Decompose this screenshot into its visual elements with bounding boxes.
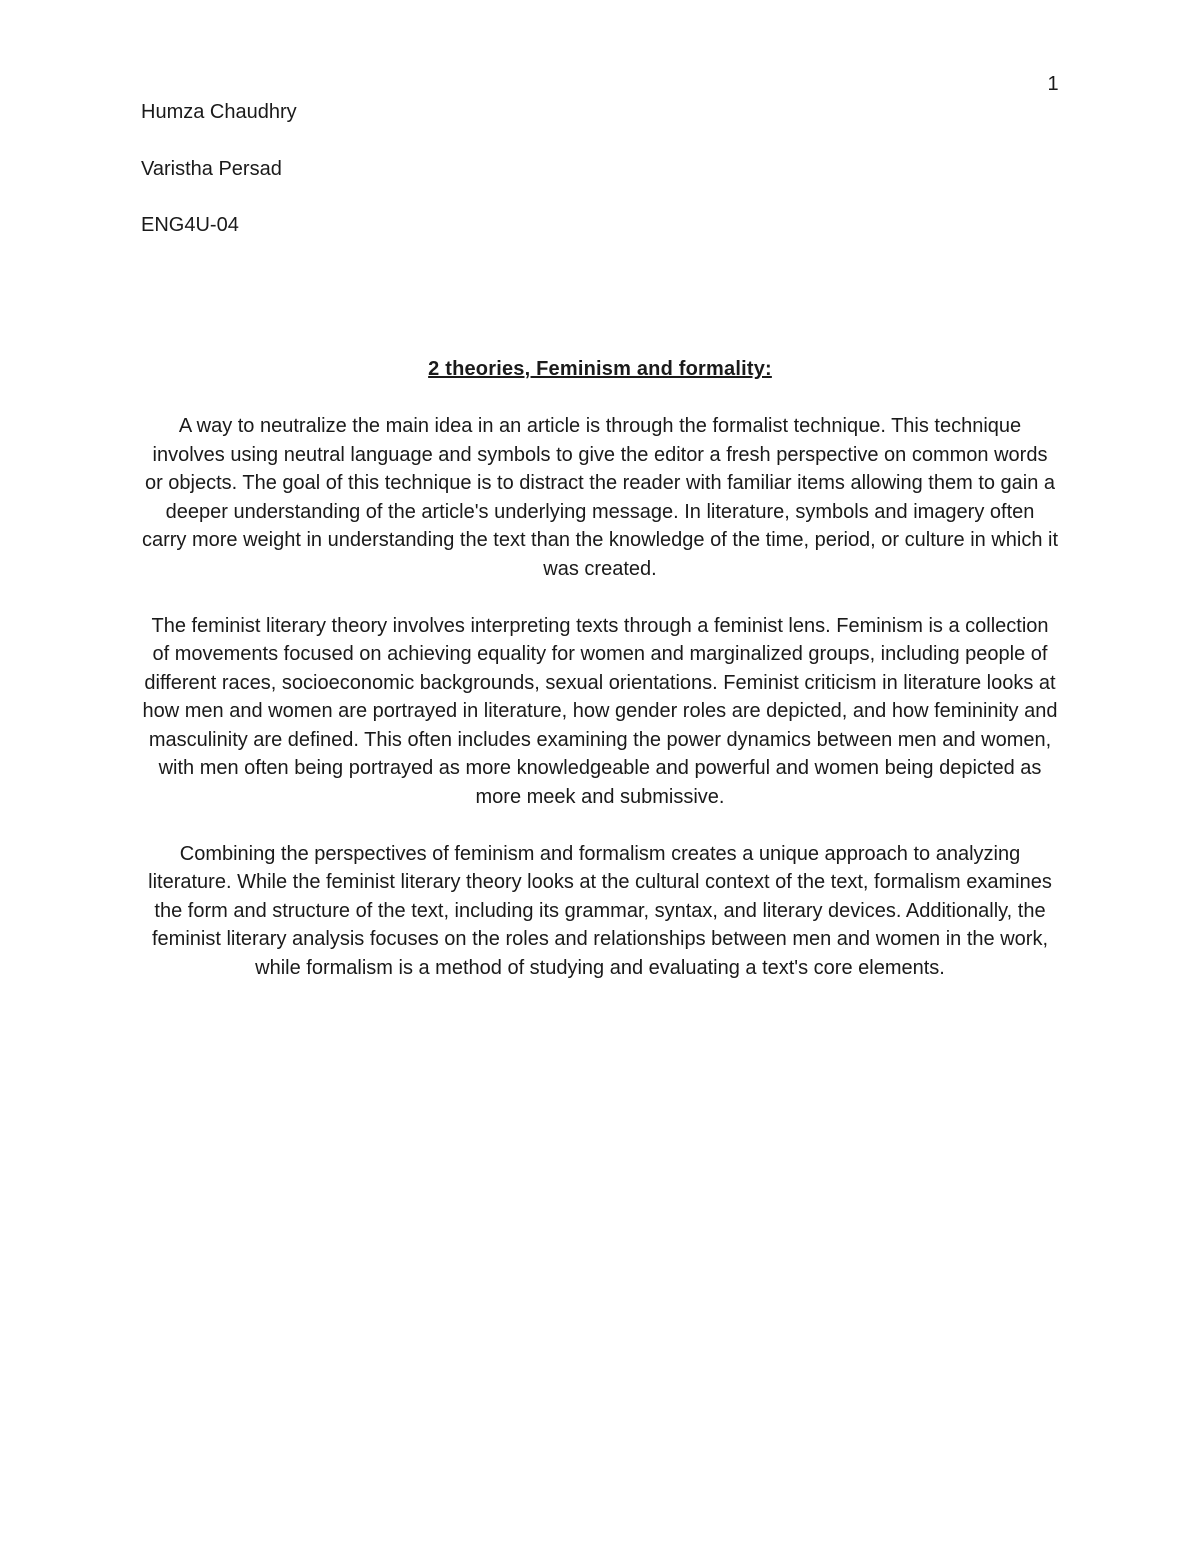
paragraph-feminism: The feminist literary theory involves interpreting texts through a feminist lens. Feminism is a collection of movements focused on achieving equality for women and marginalized groups, including people of different races, socioeconomic backgrounds, sexual orientations. Feminist criticism in literature looks at how men and women are portrayed in literature, how gender roles are depicted, and how femininity and masculinity are defined. This often includes examining the power dynamics between men and women, with men often being portrayed as more knowledgeable and powerful and women being depicted as more meek and submissive. [142,614,1058,808]
student-name: Humza Chaudhry [141,101,297,123]
body-text [141,412,1059,1011]
paragraph-combined: Combining the perspectives of feminism and formalism creates a unique approach to analyzing literature. While the feminist literary theory looks at the cultural context of the text, formalism examines the form and structure of the text, including its grammar, syntax, and literary devices. Additionally, the feminist literary analysis focuses on the roles and relationships between men and women in the work, while formalism is a method of studying and evaluating a text's core elements. [148,842,1052,979]
course-code: ENG4U-04 [141,214,239,236]
paragraph-formalism: A way to neutralize the main idea in an article is through the formalist technique. This technique involves using neutral language and symbols to give the editor a fresh perspective on common words or objects. The goal of this technique is to distract the reader with familiar items allowing them to gain a deeper understanding of the article's underlying message. In literature, symbols and imagery often carry more weight in understanding the text than the knowledge of the time, period, or culture in which it was created. [141,415,1059,580]
page-number: 1 [1047,73,1059,95]
document-title: 2 theories, Feminism and formality: [428,358,772,380]
teacher-name: Varistha Persad [141,157,282,180]
mla-heading [141,98,741,268]
